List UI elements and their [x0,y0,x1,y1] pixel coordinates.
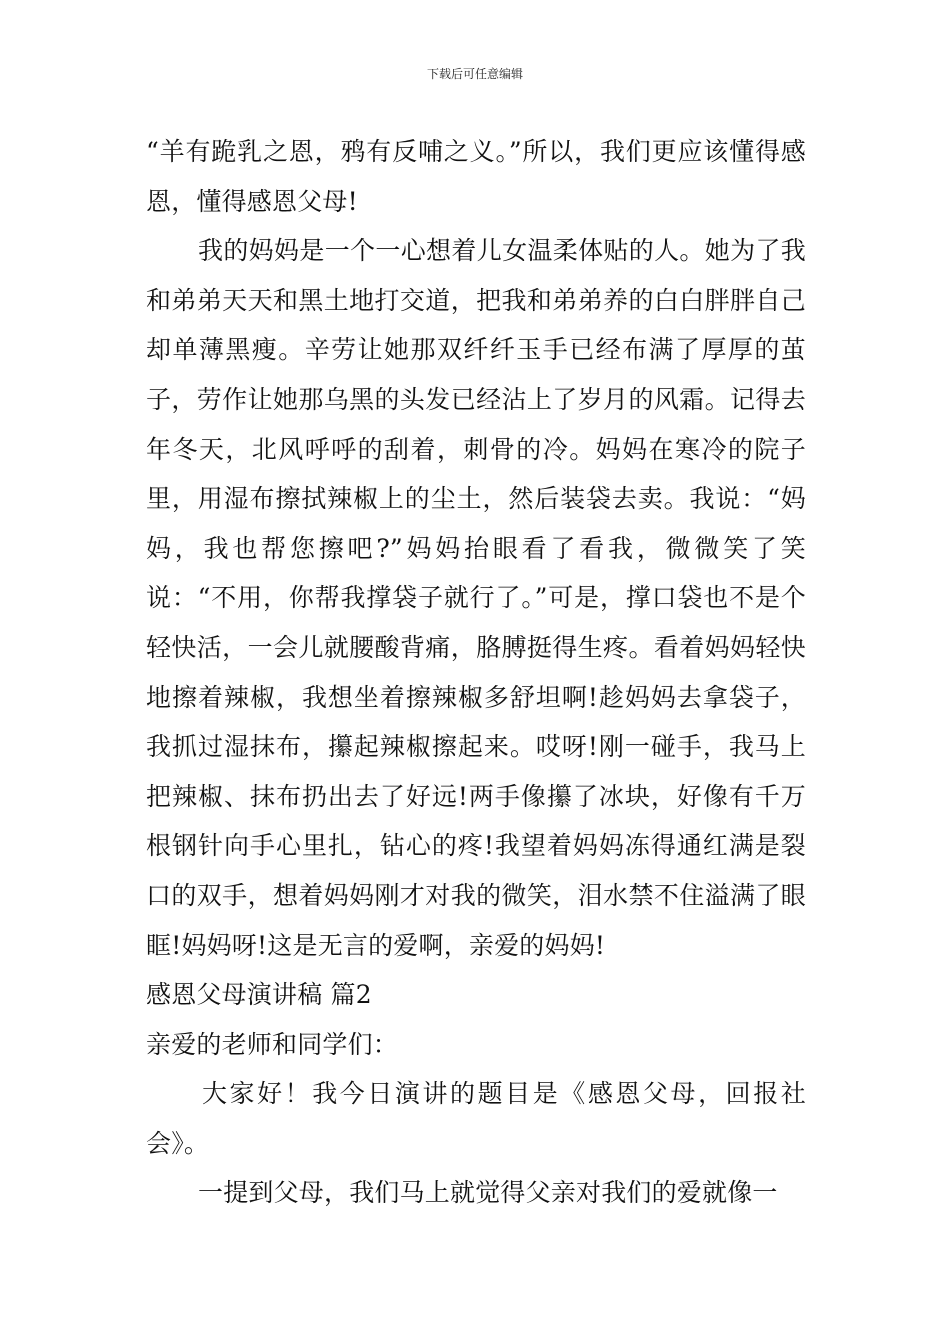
section-heading: 感恩父母演讲稿 篇2 [146,980,372,1010]
page-header: 下载后可任意编辑 [426,67,523,81]
salutation: 亲爱的老师和同学们： [146,1029,399,1059]
paragraph-3: 大家好！我今日演讲的题目是《感恩父母，回报社会》。 [146,1079,806,1158]
paragraph-2: 我的妈妈是一个一心想着儿女温柔体贴的人。她为了我和弟弟天天和黑土地打交道，把我和弟弟养的白白胖胖自己却单薄黑瘦。辛劳让她那双纤纤玉手已经布满了厚厚的茧子，劳作让她那乌黑的头发已经沾上了岁月的风霜。记得去年冬天，北风呼呼的刮着，刺骨的冷。妈妈在寒冷的院子里，用湿布擦拭辣椒上的尘土，然后装袋去卖。我说：“妈妈，我也帮您擦吧?”妈妈抬眼看了看我，微微笑了笑说：“不用，你帮我撑袋子就行了。”可是，撑口袋也不是个轻快活，一会儿就腰酸背痛，胳膊挺得生疼。看着妈妈轻快地擦着辣椒，我想坐着擦辣椒多舒坦啊!趁妈妈去拿袋子，我抓过湿抹布，攥起辣椒擦起来。哎呀!刚一碰手，我马上把辣椒、抹布扔出去了好远!两手像攥了冰块，好像有千万根钢针向手心里扎，钻心的疼!我望着妈妈冻得通红满是裂口的双手，想着妈妈刚才对我的微笑，泪水禁不住溢满了眼眶!妈妈呀!这是无言的爱啊，亲爱的妈妈! [146,236,806,960]
paragraph-1: “羊有跪乳之恩，鸦有反哺之义。”所以，我们更应该懂得感恩，懂得感恩父母! [146,137,806,216]
paragraph-4: 一提到父母，我们马上就觉得父亲对我们的爱就像一 [198,1178,778,1208]
document-body [146,127,806,1218]
